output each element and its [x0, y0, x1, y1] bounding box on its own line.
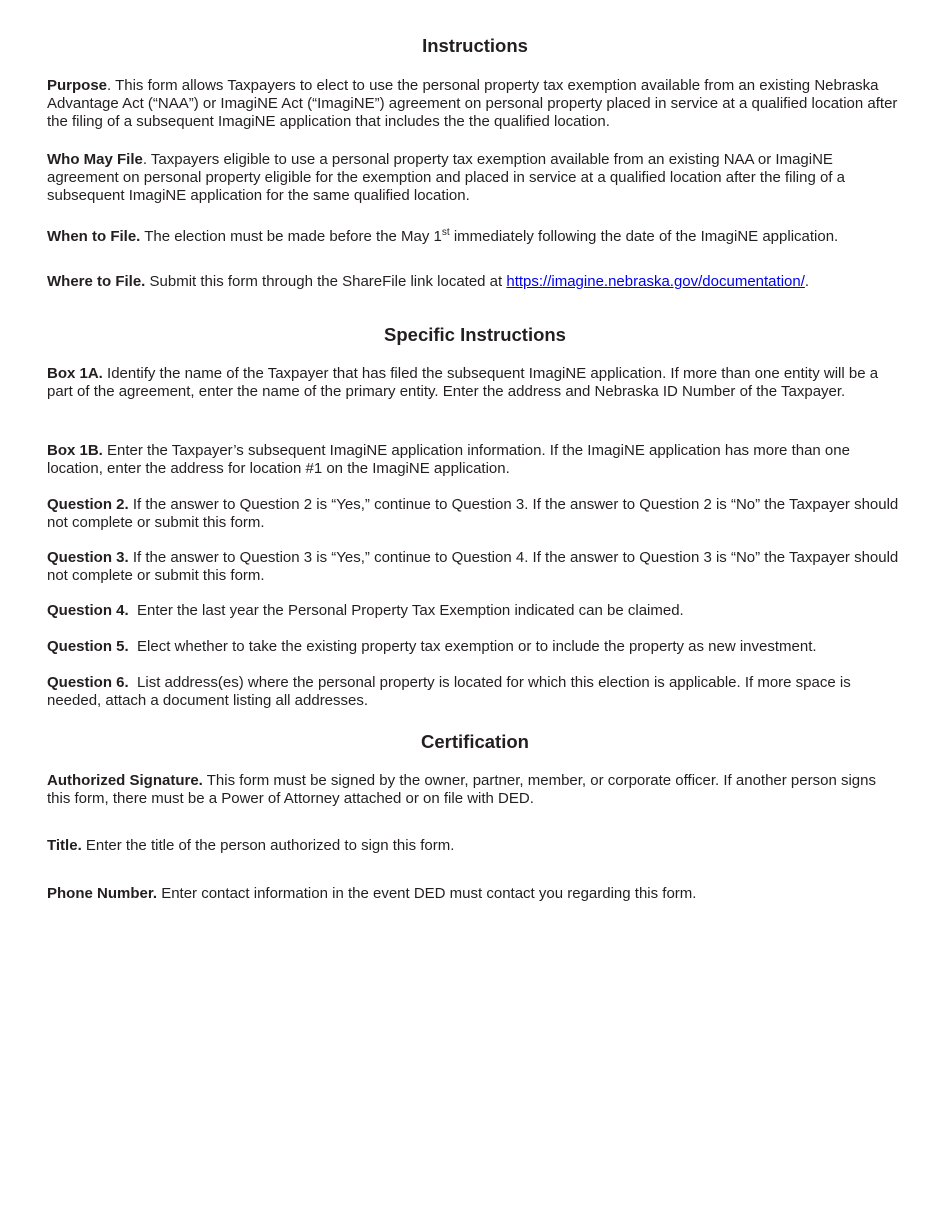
- title-label: Title.: [47, 837, 82, 854]
- when-to-file-paragraph: [47, 228, 902, 246]
- question-3-paragraph: [47, 549, 902, 585]
- authorized-signature-label: Authorized Signature.: [47, 772, 203, 789]
- question-5-label: Question 5.: [47, 638, 129, 655]
- phone-number-text: Enter contact information in the event DED must contact you regarding this form.: [157, 885, 697, 902]
- purpose-label: Purpose: [47, 77, 108, 94]
- where-to-file-paragraph: [47, 273, 902, 291]
- question-2-paragraph: [47, 496, 902, 532]
- title-text: Enter the title of the person authorized to sign this form.: [81, 837, 455, 854]
- authorized-signature-text: This form must be signed by the owner, partner, member, or corporate officer. If another person signs this form, there must be a Power of Attorney attached or on file with DED.: [47, 772, 876, 807]
- question-3-text: If the answer to Question 3 is “Yes,” continue to Question 4. If the answer to Question 3 is “No” the Taxpayer should not complete or submit this form.: [47, 549, 899, 584]
- certification-heading: Certification: [421, 731, 529, 752]
- phone-number-paragraph: [47, 885, 902, 903]
- question-4-text: Enter the last year the Personal Property Tax Exemption indicated can be claimed.: [128, 602, 684, 619]
- where-to-file-text: Submit this form through the ShareFile link located at: [145, 273, 507, 290]
- where-to-file-period: .: [804, 273, 810, 290]
- instructions-heading: Instructions: [422, 35, 528, 56]
- when-to-file-superscript: st: [441, 227, 450, 238]
- question-2-label: Question 2.: [47, 496, 129, 513]
- who-may-file-paragraph: [47, 151, 902, 205]
- sharefile-documentation-link[interactable]: https://imagine.nebraska.gov/documentation/: [506, 273, 805, 290]
- box-1b-label: Box 1B.: [47, 442, 103, 459]
- box-1b-text: Enter the Taxpayer’s subsequent ImagiNE application information. If the ImagiNE application has more than one location, enter the address for location #1 on the ImagiNE application.: [47, 442, 850, 477]
- question-4-paragraph: [47, 602, 902, 620]
- when-to-file-text-after: immediately following the date of the ImagiNE application.: [449, 228, 839, 245]
- question-2-text: If the answer to Question 2 is “Yes,” continue to Question 3. If the answer to Question 2 is “No” the Taxpayer should not complete or submit this form.: [47, 496, 899, 531]
- who-may-file-text: . Taxpayers eligible to use a personal property tax exemption available from an existing NAA or ImagiNE agreement on personal property eligible for the exemption and placed in service at a qualified location after the filing of a subsequent ImagiNE application for the same qualified location.: [47, 151, 845, 204]
- box-1a-text: Identify the name of the Taxpayer that has filed the subsequent ImagiNE application. If more than one entity will be a part of the agreement, enter the name of the primary entity. Enter the address and Nebraska ID Number of the Taxpayer.: [47, 365, 879, 400]
- purpose-paragraph: [47, 77, 902, 131]
- specific-instructions-heading: Specific Instructions: [384, 324, 566, 345]
- box-1a-paragraph: [47, 365, 902, 401]
- phone-number-label: Phone Number.: [47, 885, 158, 902]
- authorized-signature-paragraph: [47, 772, 902, 808]
- box-1a-label: Box 1A.: [47, 365, 103, 382]
- question-6-paragraph: [47, 674, 902, 710]
- question-5-text: Elect whether to take the existing property tax exemption or to include the property as new investment.: [128, 638, 817, 655]
- box-1b-paragraph: [47, 442, 902, 478]
- when-to-file-text: The election must be made before the May 1: [140, 228, 442, 245]
- when-to-file-label: When to File.: [47, 228, 141, 245]
- where-to-file-label: Where to File.: [47, 273, 146, 290]
- question-5-paragraph: [47, 638, 902, 656]
- question-6-label: Question 6.: [47, 674, 129, 691]
- question-4-label: Question 4.: [47, 602, 129, 619]
- who-may-file-label: Who May File: [47, 151, 143, 168]
- purpose-text: . This form allows Taxpayers to elect to use the personal property tax exemption available from an existing Nebraska Advantage Act (“NAA”) or ImagiNE Act (“ImagiNE”) agreement on personal property placed in service at a qualified location after the filing of a subsequent ImagiNE application that includes the the qualified location.: [47, 77, 898, 130]
- question-3-label: Question 3.: [47, 549, 129, 566]
- question-6-text: List address(es) where the personal property is located for which this election is applicable. If more space is needed, attach a document listing all addresses.: [47, 674, 855, 709]
- title-paragraph: [47, 837, 902, 855]
